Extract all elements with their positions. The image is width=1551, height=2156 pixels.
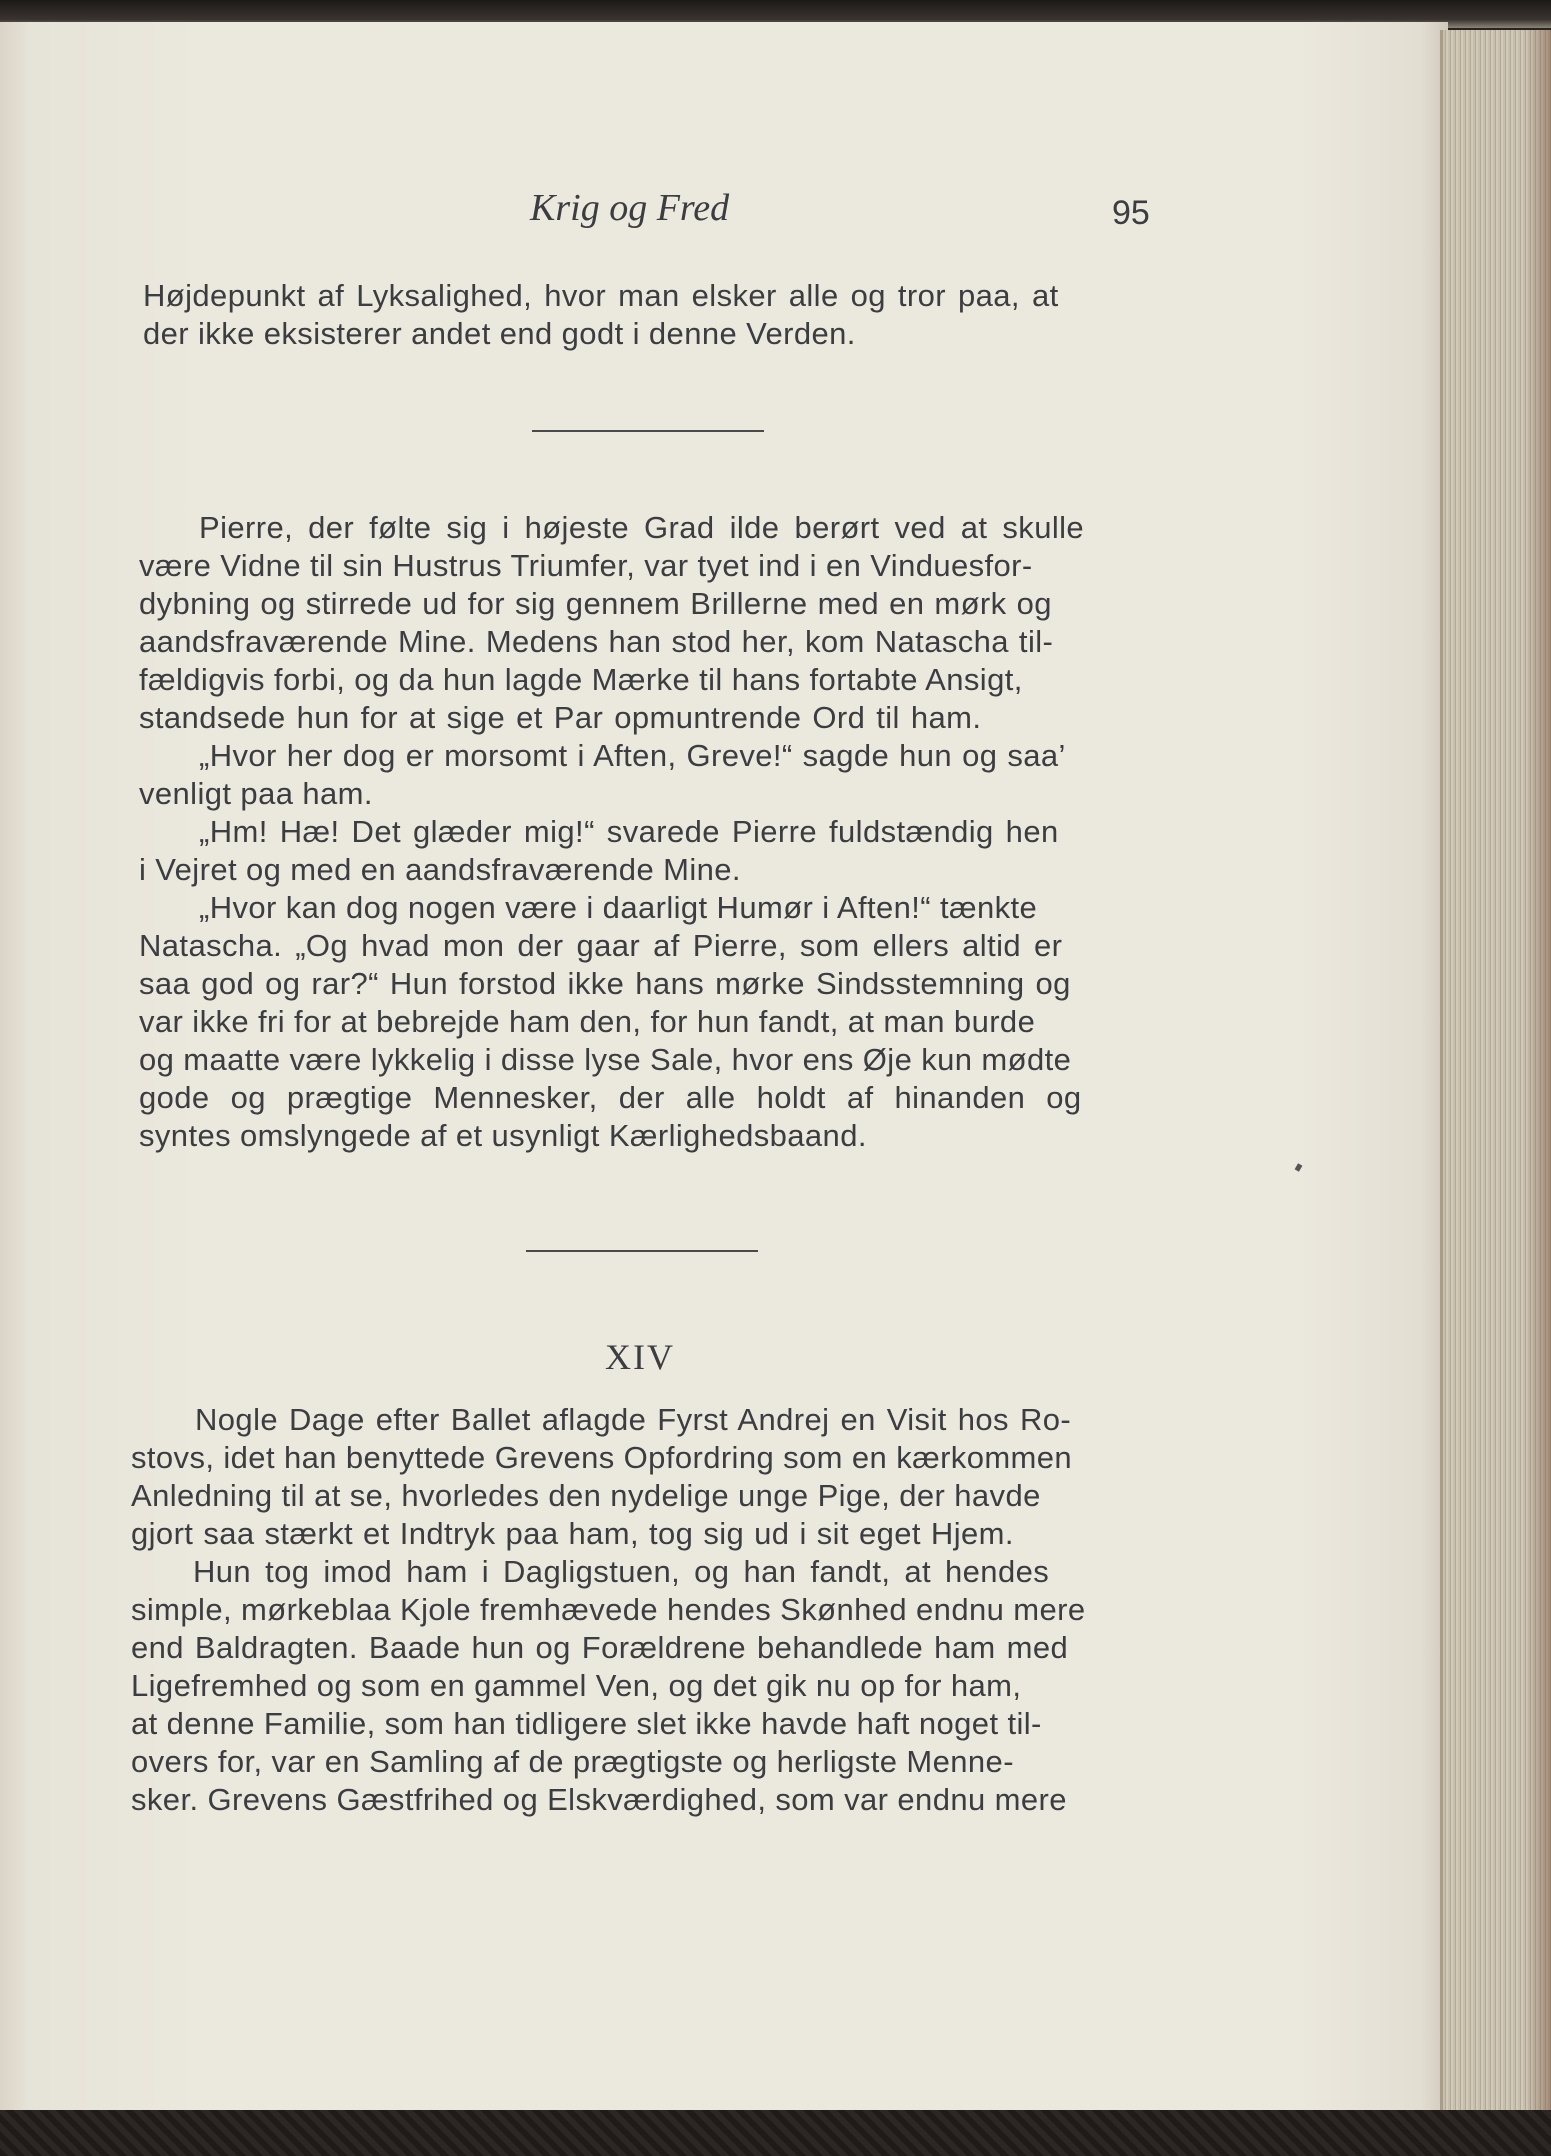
text-line: venligt paa ham. (139, 776, 373, 811)
text-line: Pierre, der følte sig i højeste Grad ilde berørt ved at skulle (199, 510, 1085, 545)
chapter-number: XIV (605, 1337, 675, 1377)
text-line: Ligefremhed og som en gammel Ven, og det gik nu op for ham, (131, 1668, 1022, 1703)
book-bottom-edge (0, 2110, 1551, 2156)
text-line: saa god og rar?“ Hun forstod ikke hans mørke Sindsstemning og (139, 966, 1071, 1001)
section-divider (532, 430, 764, 432)
text-line: fældigvis forbi, og da hun lagde Mærke til hans fortabte Ansigt, (139, 662, 1023, 697)
text-line: „Hvor her dog er morsomt i Aften, Greve!“ sagde hun og saa’ (199, 738, 1066, 773)
text-line: Anledning til at se, hvorledes den nydelige unge Pige, der havde (131, 1478, 1041, 1513)
text-line: der ikke eksisterer andet end godt i denne Verden. (143, 316, 856, 351)
text-line: Nogle Dage efter Ballet aflagde Fyrst Andrej en Visit hos Ro- (195, 1402, 1072, 1437)
page-number: 95 (1112, 194, 1150, 232)
text-line: end Baldragten. Baade hun og Forældrene behandlede ham med (131, 1630, 1069, 1665)
text-line: aandsfraværende Mine. Medens han stod her, kom Natascha til- (139, 624, 1054, 659)
text-line: dybning og stirrede ud for sig gennem Brillerne med en mørk og (139, 586, 1052, 621)
book-fore-edge (1440, 30, 1551, 2110)
text-line: „Hvor kan dog nogen være i daarligt Humør i Aften!“ tænkte (199, 890, 1038, 925)
text-line: standsede hun for at sige et Par opmuntrende Ord til ham. (139, 700, 982, 735)
text-line: sker. Grevens Gæstfrihed og Elskværdighed, som var endnu mere (131, 1782, 1067, 1817)
text-line: og maatte være lykkelig i disse lyse Sale, hvor ens Øje kun mødte (139, 1042, 1072, 1077)
text-line: syntes omslyngede af et usynligt Kærlighedsbaand. (139, 1118, 867, 1153)
text-line: gjort saa stærkt et Indtryk paa ham, tog sig ud i sit eget Hjem. (131, 1516, 1014, 1551)
section-divider (526, 1250, 758, 1252)
text-line: at denne Familie, som han tidligere slet ikke havde haft noget til- (131, 1706, 1042, 1741)
text-line: Hun tog imod ham i Dagligstuen, og han fandt, at hendes (193, 1554, 1050, 1589)
text-line: var ikke fri for at bebrejde ham den, for hun fandt, at man burde (139, 1004, 1036, 1039)
text-line: Højdepunkt af Lyksalighed, hvor man elsker alle og tror paa, at (143, 278, 1059, 313)
text-line: gode og prægtige Mennesker, der alle holdt af hinanden og (139, 1080, 1082, 1115)
text-line: „Hm! Hæ! Det glæder mig!“ svarede Pierre fuldstændig hen (199, 814, 1059, 849)
text-line: simple, mørkeblaa Kjole fremhævede hendes Skønhed endnu mere (131, 1592, 1086, 1627)
text-line: stovs, idet han benyttede Grevens Opfordring som en kærkommen (131, 1440, 1073, 1475)
running-title: Krig og Fred (530, 187, 730, 229)
text-line: overs for, var en Samling af de prægtigste og herligste Menne- (131, 1744, 1014, 1779)
text-line: Natascha. „Og hvad mon der gaar af Pierre, som ellers altid er (139, 928, 1063, 963)
text-line: være Vidne til sin Hustrus Triumfer, var tyet ind i en Vinduesfor- (139, 548, 1033, 583)
text-line: i Vejret og med en aandsfraværende Mine. (139, 852, 741, 887)
